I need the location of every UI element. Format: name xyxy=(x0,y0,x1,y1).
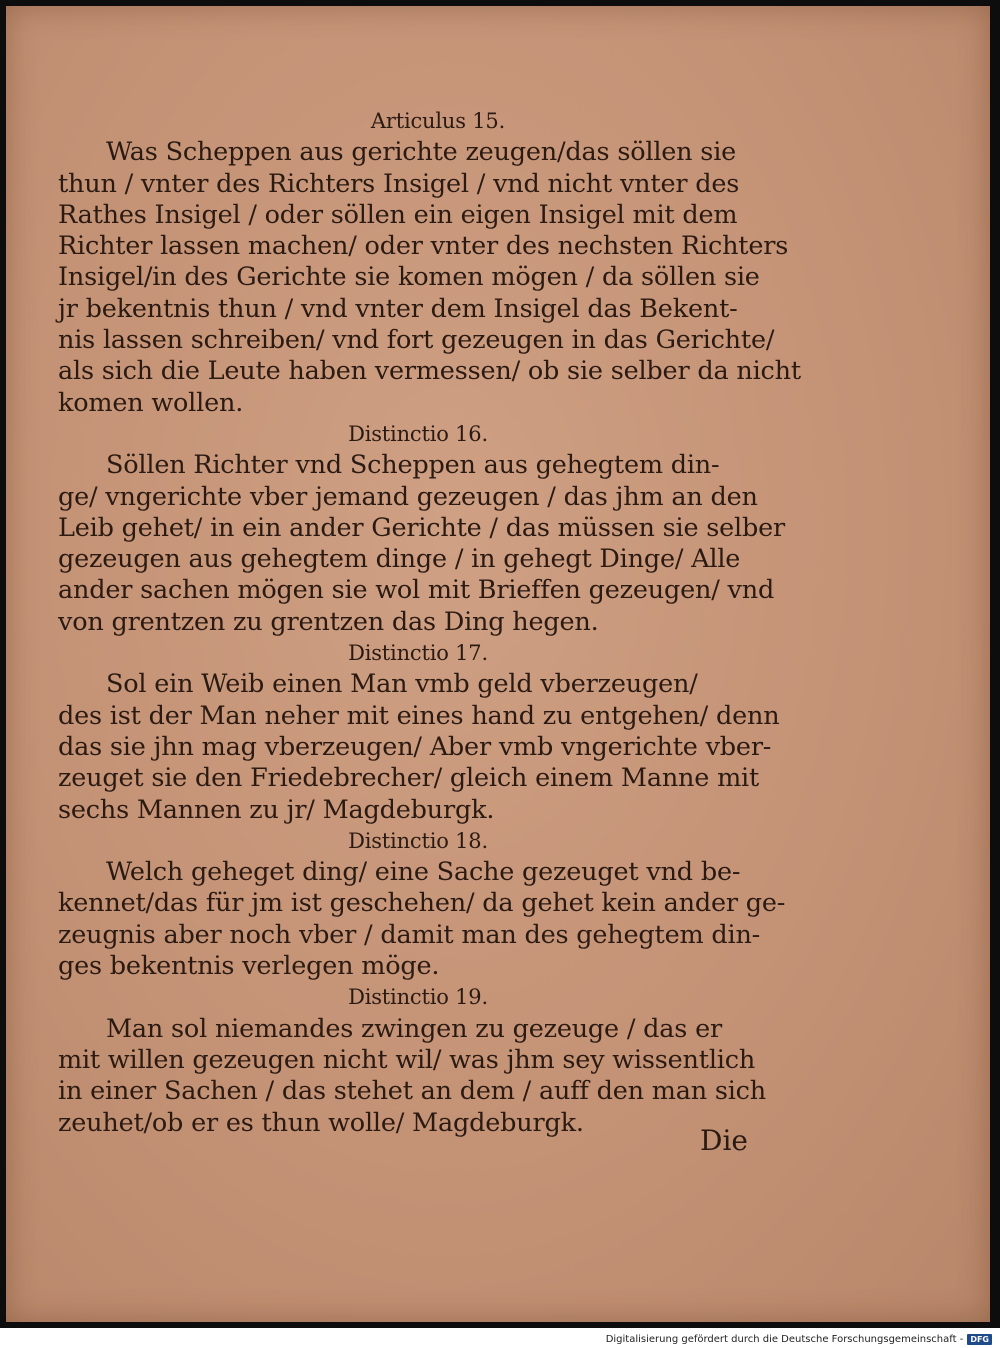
text-line: sechs Mannen zu jr/ Magdeburgk. xyxy=(58,794,495,825)
text-line: mit willen gezeugen nicht wil/ was jhm sey wissentlich xyxy=(58,1044,756,1075)
text-line: gezeugen aus gehegtem dinge / in gehegt Dinge/ Alle xyxy=(58,544,741,575)
text-line: Was Scheppen aus gerichte zeugen/das söllen sie xyxy=(106,137,737,168)
text-line: Welch geheget ding/ eine Sache gezeuget vnd be- xyxy=(106,857,741,888)
section-heading: Distinctio 19. xyxy=(348,985,488,1010)
text-line: thun / vnter des Richters Insigel / vnd nicht vnter des xyxy=(58,168,740,199)
text-line: Insigel/in des Gerichte sie komen mögen / da söllen sie xyxy=(58,262,760,293)
section-heading: Distinctio 18. xyxy=(348,828,488,853)
catchword: Die xyxy=(700,1124,748,1157)
text-line: komen wollen. xyxy=(58,387,244,418)
text-line: ge/ vngerichte vber jemand gezeugen / das jhm an den xyxy=(58,481,758,512)
text-line: zeugnis aber noch vber / damit man des gehegtem din- xyxy=(58,919,761,950)
text-line: als sich die Leute haben vermessen/ ob sie selber da nicht xyxy=(58,356,801,387)
text-line: das sie jhn mag vberzeugen/ Aber vmb vngerichte vber- xyxy=(58,731,772,762)
digitization-credit xyxy=(606,1331,992,1347)
text-line: des ist der Man neher mit eines hand zu entgehen/ denn xyxy=(58,700,780,731)
dfg-logo: DFG xyxy=(967,1334,992,1345)
text-line: jr bekentnis thun / vnd vnter dem Insigel das Bekent- xyxy=(58,293,738,324)
text-line: von grentzen zu grentzen das Ding hegen. xyxy=(58,606,599,637)
section-heading: Distinctio 17. xyxy=(348,641,488,666)
text-line: Richter lassen machen/ oder vnter des nechsten Richters xyxy=(58,231,789,262)
text-line: Sol ein Weib einen Man vmb geld vberzeugen/ xyxy=(106,669,698,700)
section-heading: Distinctio 16. xyxy=(348,421,488,446)
text-line: ges bekentnis verlegen möge. xyxy=(58,951,440,982)
page-text xyxy=(58,106,801,1139)
text-line: Söllen Richter vnd Scheppen aus gehegtem din- xyxy=(106,450,720,481)
text-line: zeuget sie den Friedebrecher/ gleich einem Manne mit xyxy=(58,763,760,794)
text-line: Man sol niemandes zwingen zu gezeuge / das er xyxy=(106,1013,722,1044)
text-line: Rathes Insigel / oder söllen ein eigen Insigel mit dem xyxy=(58,199,738,230)
text-line: kennet/das für jm ist geschehen/ da gehet kein ander ge- xyxy=(58,888,786,919)
text-line: Leib gehet/ in ein ander Gerichte / das müssen sie selber xyxy=(58,512,786,543)
credit-text: Digitalisierung gefördert durch die Deutsche Forschungsgemeinschaft - xyxy=(605,1333,964,1345)
running-head: Articulus 15. xyxy=(370,109,506,133)
text-line: in einer Sachen / das stehet an dem / auff den man sich xyxy=(58,1076,766,1107)
text-line: ander sachen mögen sie wol mit Brieffen gezeugen/ vnd xyxy=(58,575,775,606)
text-line: zeuhet/ob er es thun wolle/ Magdeburgk. xyxy=(58,1107,584,1138)
text-line: nis lassen schreiben/ vnd fort gezeugen in das Gerichte/ xyxy=(58,325,775,356)
book-page xyxy=(6,6,990,1322)
